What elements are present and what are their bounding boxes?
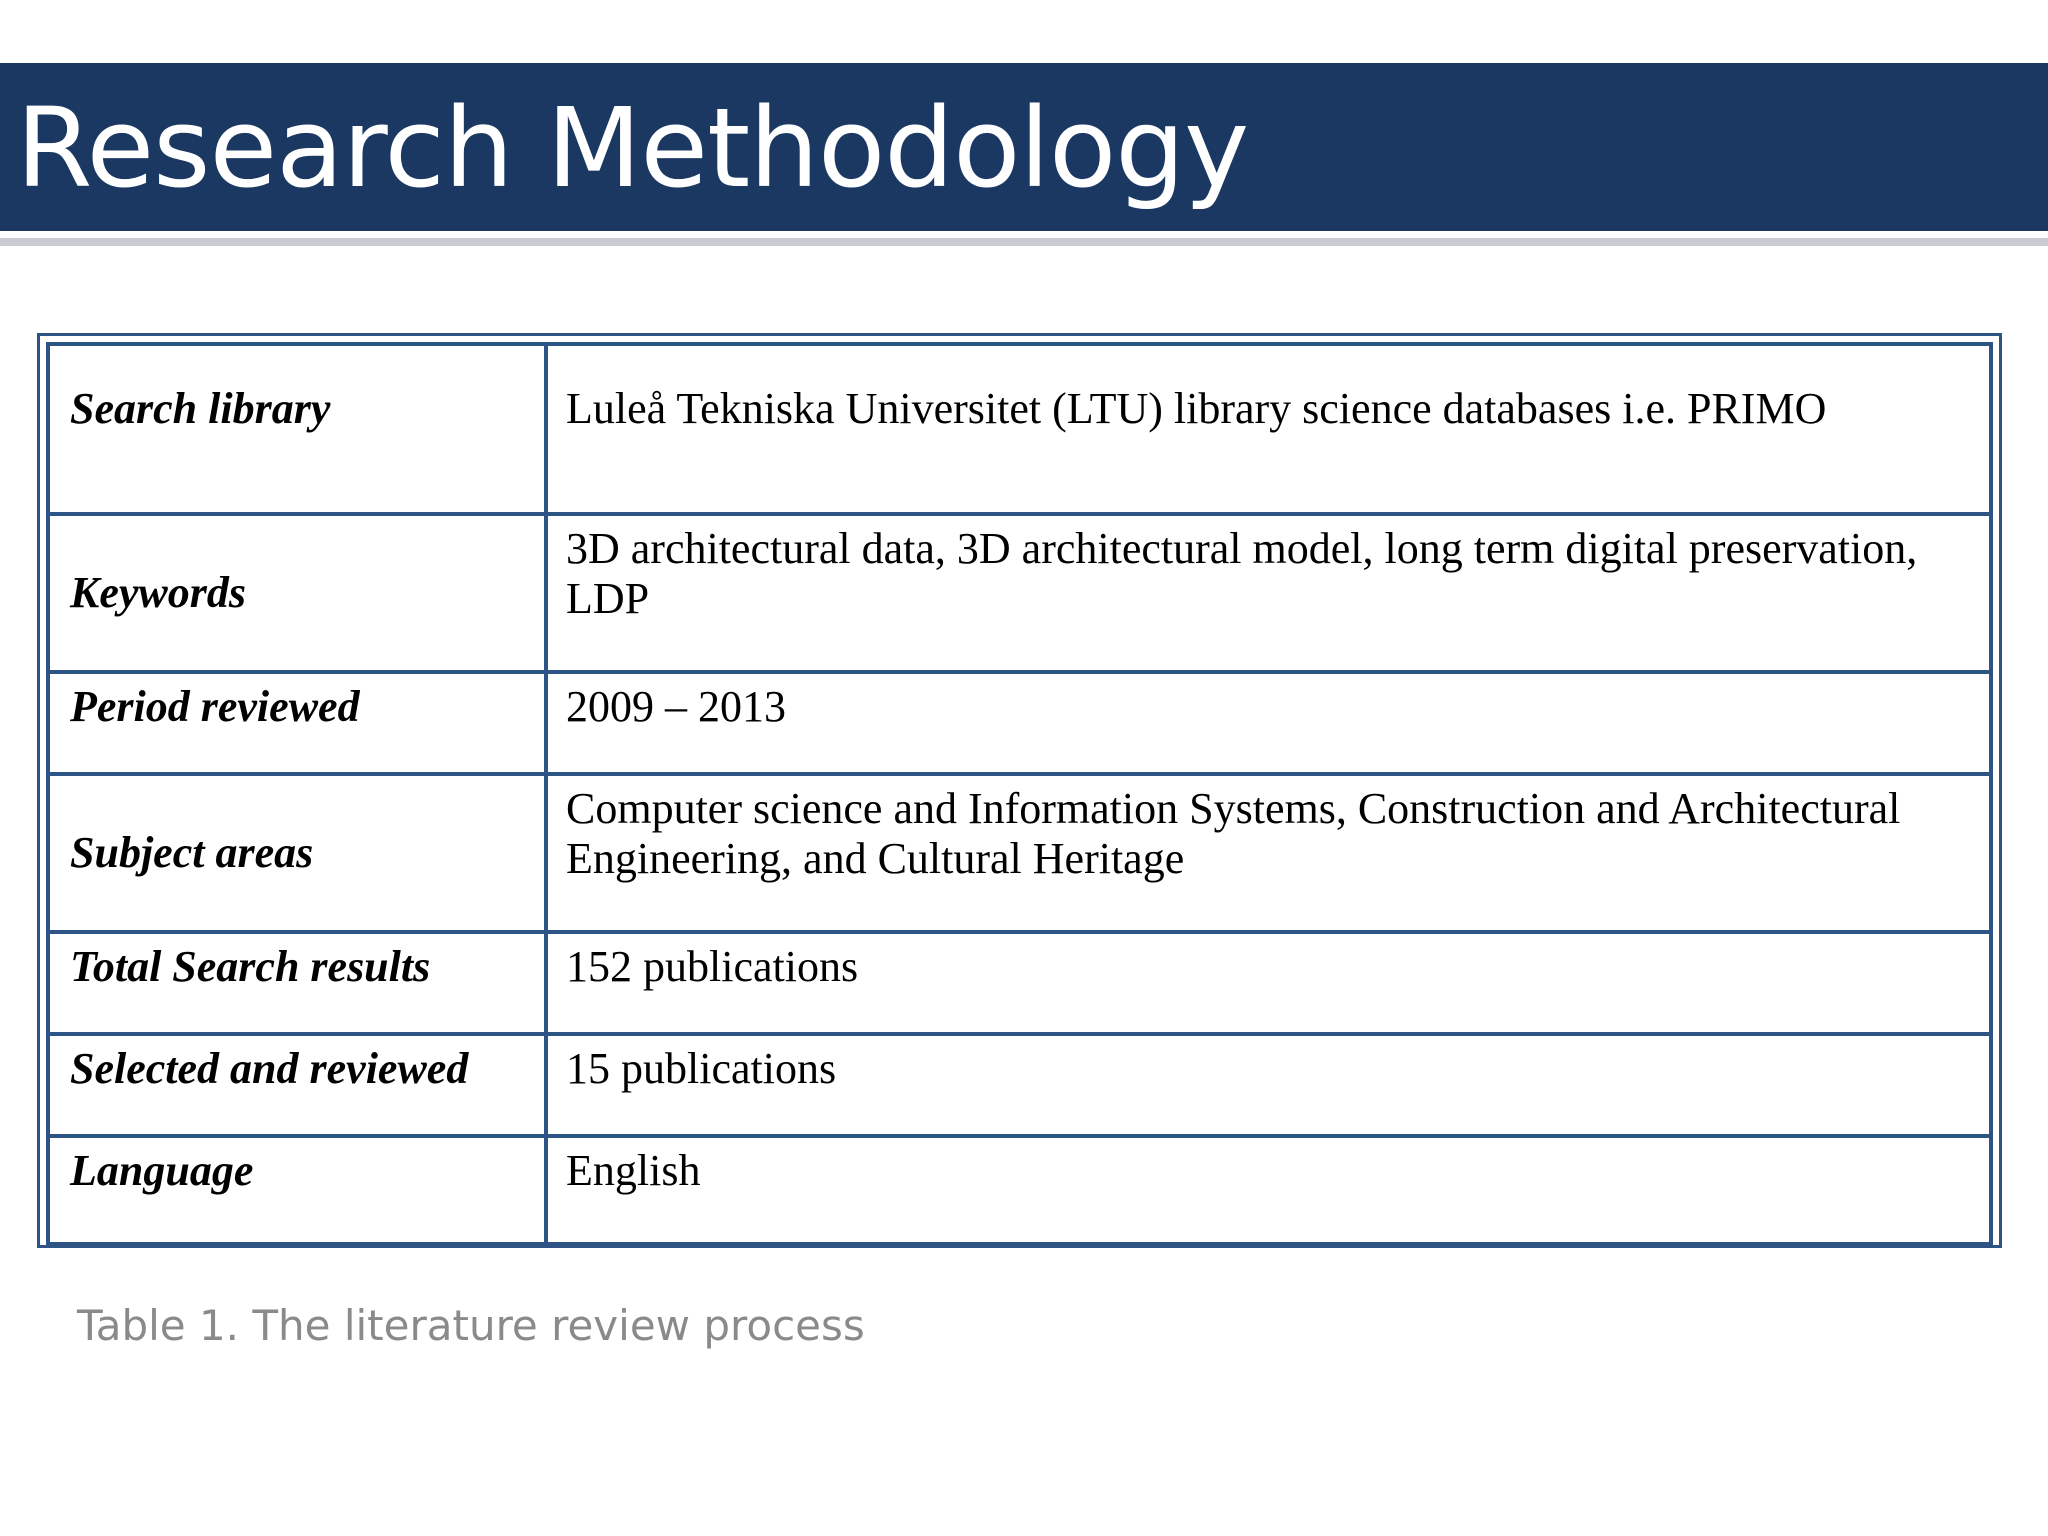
row-label: Selected and reviewed	[48, 1034, 546, 1136]
row-value: Luleå Tekniska Universitet (LTU) library science databases i.e. PRIMO	[546, 344, 1991, 514]
table-row	[48, 1034, 1991, 1136]
row-value: 15 publications	[546, 1034, 1991, 1136]
row-label: Subject areas	[48, 774, 546, 932]
row-label: Total Search results	[48, 932, 546, 1034]
row-value: 152 publications	[546, 932, 1991, 1034]
row-label: Keywords	[48, 514, 546, 672]
row-value: 3D architectural data, 3D architectural model, long term digital preservation, LDP	[546, 514, 1991, 672]
row-label: Search library	[48, 344, 546, 514]
table-row	[48, 514, 1991, 672]
review-table	[46, 342, 1993, 1246]
table-row	[48, 774, 1991, 932]
row-value: Computer science and Information Systems, Construction and Architectural Engineering, and Cultural Heritage	[546, 774, 1991, 932]
row-label: Language	[48, 1136, 546, 1244]
table-row	[48, 1136, 1991, 1244]
row-value: 2009 – 2013	[546, 672, 1991, 774]
row-value: English	[546, 1136, 1991, 1244]
row-label: Period reviewed	[48, 672, 546, 774]
title-underline	[0, 238, 2048, 246]
table-row	[48, 344, 1991, 514]
slide-title: Research Methodology	[16, 84, 1249, 212]
table-caption: Table 1. The literature review process	[77, 1301, 865, 1350]
table-row	[48, 932, 1991, 1034]
table-row	[48, 672, 1991, 774]
literature-review-table	[37, 333, 2002, 1248]
